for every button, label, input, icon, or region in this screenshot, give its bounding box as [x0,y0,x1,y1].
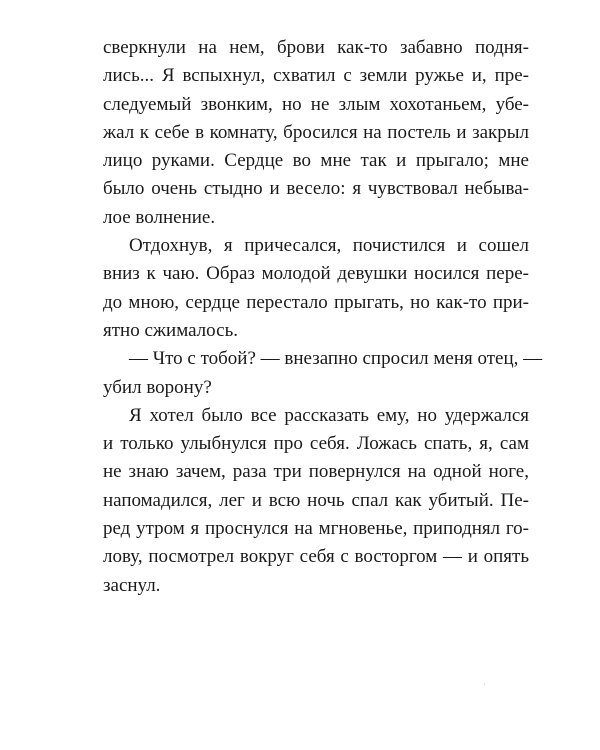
text-line: жал к себе в комнату, бросился на постель и закрыл [103,121,529,143]
text-line: сверкнули на нем, брови как-то забавно подня- [103,37,529,58]
text-line: Отдохнув, я причесался, почистился и сошел [129,235,529,257]
text-line: убил ворону? [103,376,212,398]
text-line: заснул. [103,574,161,596]
text-line: было очень стыдно и весело: я чувствовал небыва- [103,178,529,200]
paragraph-3-dialogue [103,345,543,402]
paragraph-1 [103,34,529,232]
text-line: не знаю зачем, раза три повернулся на одной ноге, [103,461,529,483]
text-line: Я хотел было все рассказать ему, но удержался [129,404,529,426]
text-line: и только улыбнулся про себя. Ложась спать, я, сам [103,433,529,455]
paragraph-2 [103,232,529,345]
scan-speck [484,684,485,685]
text-line: вниз к чаю. Образ молодой девушки носился пере- [103,263,529,285]
text-line: напомадился, лег и всю ночь спал как убитый. Пе- [103,489,529,511]
text-line: ред утром я проснулся на мгновенье, приподнял го- [103,518,529,540]
paragraph-4 [103,402,529,600]
text-line: лое волнение. [103,206,216,228]
text-line: следуемый звонким, но не злым хохотаньем, убе- [103,93,529,115]
text-line: ятно сжималось. [103,319,238,341]
book-page-text [103,34,543,600]
text-line: лову, посмотрел вокруг себя с восторгом — и опять [103,546,529,568]
text-line: лицо руками. Сердце во мне так и прыгало; мне [103,150,529,172]
text-line: — Что с тобой? — внезапно спросил меня отец, — [129,348,543,370]
text-line: до мною, сердце перестало прыгать, но как-то при- [103,291,529,313]
text-line: лись... Я вспыхнул, схватил с земли ружье и, пре- [103,65,529,87]
